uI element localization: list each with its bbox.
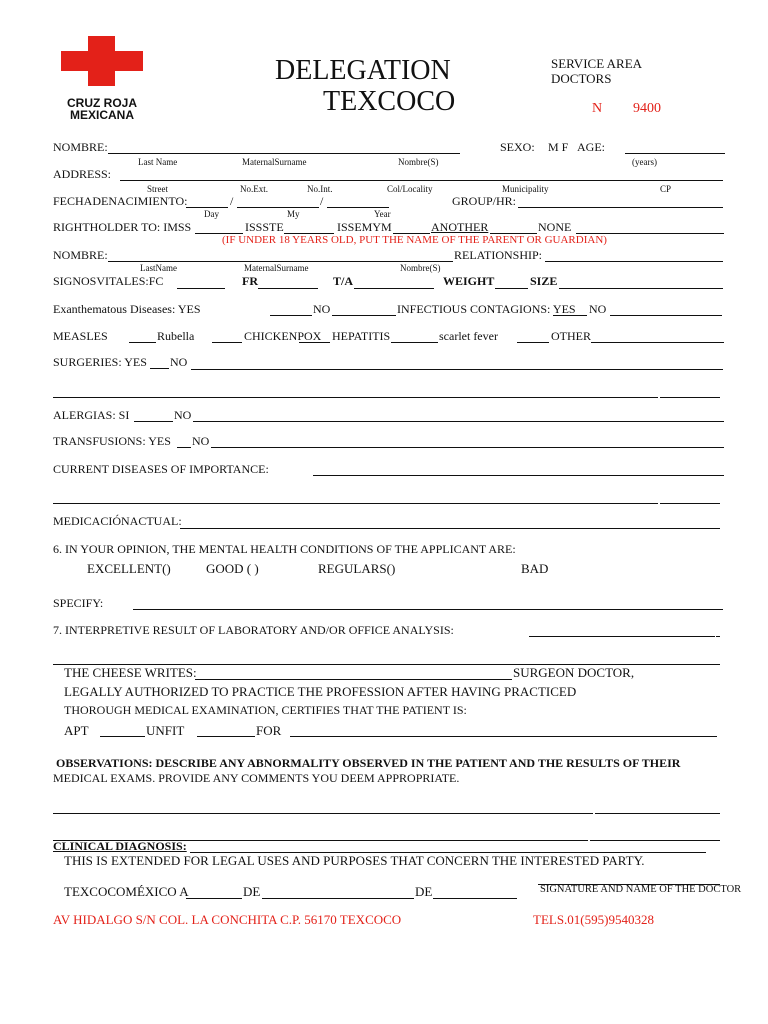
relationship-field[interactable]	[545, 261, 723, 262]
rubella-label: Rubella	[157, 329, 195, 343]
title-texcoco: TEXCOCO	[323, 86, 456, 117]
infectious-no-field[interactable]	[610, 315, 722, 316]
surgeries-no-label: NO	[170, 355, 188, 369]
lab-analysis-field[interactable]	[529, 636, 715, 637]
infectious-yes-field[interactable]	[553, 315, 587, 316]
slash-1: /	[230, 194, 234, 208]
fr-label: FR	[242, 274, 258, 288]
sexo-label: SEXO:	[500, 140, 535, 154]
birth-month-field[interactable]	[237, 207, 319, 208]
size-field[interactable]	[559, 288, 723, 289]
footer-address: AV HIDALGO S/N COL. LA CONCHITA C.P. 56170 TEXCOCO	[53, 912, 402, 927]
sub-maternal: MaternalSurname	[242, 157, 307, 167]
current-diseases-label: CURRENT DISEASES OF IMPORTANCE:	[53, 462, 269, 476]
measles-label: MEASLES	[53, 329, 108, 343]
date-month-field[interactable]	[262, 898, 414, 899]
mental-health-question: 6. IN YOUR OPINION, THE MENTAL HEALTH CONDITIONS OF THE APPLICANT ARE:	[53, 542, 516, 556]
chickenpox-label: CHICKENPOX	[244, 329, 322, 343]
sub-street: Street	[147, 184, 168, 194]
date-year-field[interactable]	[433, 898, 517, 899]
sub-year: Year	[374, 209, 391, 219]
sub-last-name-2: LastName	[140, 263, 177, 273]
apt-label: APT	[64, 723, 89, 738]
scarlet-fever-label: scarlet fever	[439, 329, 498, 343]
de-label-1: DE	[243, 884, 261, 899]
none-label: NONE	[538, 220, 572, 234]
legally-authorized-text: LEGALLY AUTHORIZED TO PRACTICE THE PROFESSION AFTER HAVING PRACTICED	[64, 684, 577, 699]
logo-text-line1: CRUZ ROJA	[66, 96, 137, 110]
current-diseases-extra-line[interactable]	[53, 503, 658, 504]
exanthematous-no-label: NO	[313, 302, 331, 316]
hepatitis-label: HEPATITIS	[332, 329, 391, 343]
observations-line-1-end[interactable]	[595, 813, 720, 814]
de-label-2: DE	[415, 884, 433, 899]
address-field[interactable]	[120, 180, 723, 181]
measles-field[interactable]	[129, 342, 156, 343]
surgeries-label: SURGERIES: YES	[53, 355, 147, 369]
guardian-nombre-field[interactable]	[108, 261, 453, 262]
chickenpox-field[interactable]	[299, 342, 330, 343]
other-label: OTHER	[551, 329, 591, 343]
guardian-note: (IF UNDER 18 YEARS OLD, PUT THE NAME OF THE PARENT OR GUARDIAN)	[222, 234, 607, 246]
excellent-option[interactable]: EXCELLENT()	[87, 561, 171, 576]
sub-noext: No.Ext.	[240, 184, 268, 194]
title-delegation: DELEGATION	[275, 55, 451, 86]
unfit-label: UNFIT	[146, 723, 185, 738]
weight-field[interactable]	[495, 288, 528, 289]
transfusions-no-label: NO	[192, 434, 210, 448]
another-label: ANOTHER	[431, 220, 489, 234]
ta-field[interactable]	[354, 288, 434, 289]
address-label: ADDRESS:	[53, 167, 112, 181]
observations-subtext: MEDICAL EXAMS. PROVIDE ANY COMMENTS YOU DEEM APPROPRIATE.	[53, 771, 460, 785]
signature-label: SIGNATURE AND NAME OF THE DOCTOR	[540, 884, 742, 895]
apt-field[interactable]	[100, 736, 145, 737]
hepatitis-field[interactable]	[391, 342, 438, 343]
sub-day: Day	[204, 209, 219, 219]
scarlet-fever-field[interactable]	[517, 342, 549, 343]
folio-number: 9400	[633, 101, 661, 116]
transfusions-yes-field[interactable]	[177, 447, 191, 448]
group-field[interactable]	[518, 207, 723, 208]
age-field[interactable]	[625, 153, 725, 154]
surgeries-extra-line[interactable]	[53, 397, 658, 398]
unfit-field[interactable]	[197, 736, 255, 737]
exanthematous-no-field[interactable]	[332, 315, 396, 316]
sub-nombres-2: Nombre(S)	[400, 263, 441, 273]
surgeries-yes-field[interactable]	[150, 368, 169, 369]
fc-field[interactable]	[177, 288, 225, 289]
cheese-writes-label: THE CHEESE WRITES:	[64, 665, 197, 680]
infectious-no-label: NO	[589, 302, 607, 316]
texcoco-mexico-label: TEXCOCOMÉXICO A	[64, 884, 189, 899]
exanthematous-yes-field[interactable]	[270, 315, 312, 316]
other-field[interactable]	[591, 342, 724, 343]
guardian-nombre-label: NOMBRE:	[53, 248, 108, 262]
relationship-label: RELATIONSHIP:	[454, 248, 543, 262]
size-label: SIZE	[530, 274, 558, 288]
doctor-name-field[interactable]	[195, 679, 512, 680]
infectious-label: INFECTIOUS CONTAGIONS: YES	[397, 302, 576, 316]
surgeon-doctor-label: SURGEON DOCTOR,	[513, 665, 635, 680]
nombre-label: NOMBRE:	[53, 140, 108, 154]
surgeries-no-field[interactable]	[191, 369, 723, 370]
surgeries-extra-line-end[interactable]	[660, 397, 720, 398]
vital-signs-label: SIGNOSVITALES:FC	[53, 274, 164, 288]
ta-label: T/A	[333, 274, 354, 288]
fr-field[interactable]	[258, 288, 318, 289]
birthdate-label: FECHADENACIMIENTO:	[53, 194, 188, 208]
rightholder-label: RIGHTHOLDER TO: IMSS	[53, 220, 192, 234]
observations-line-2-end[interactable]	[590, 840, 720, 841]
for-field[interactable]	[290, 736, 717, 737]
age-label: AGE:	[577, 140, 605, 154]
specify-field[interactable]	[133, 609, 723, 610]
issemym-label: ISSEMYM	[337, 220, 392, 234]
sub-noint: No.Int.	[307, 184, 333, 194]
group-label: GROUP/HR:	[452, 194, 517, 208]
sub-municipality: Municipality	[502, 184, 549, 194]
doctors-label: DOCTORS	[551, 71, 612, 86]
footer-phone: TELS.01(595)9540328	[533, 912, 654, 927]
clinical-diagnosis-label: CLINICAL DIAGNOSIS:	[53, 839, 187, 853]
good-option[interactable]: GOOD ( )	[206, 561, 259, 576]
rubella-field[interactable]	[212, 342, 242, 343]
current-medication-field[interactable]	[180, 528, 720, 529]
legal-uses-text: THIS IS EXTENDED FOR LEGAL USES AND PURPOSES THAT CONCERN THE INTERESTED PARTY.	[64, 853, 645, 868]
specify-label: SPECIFY:	[53, 596, 104, 610]
sub-last-name: Last Name	[138, 157, 178, 167]
birth-year-field[interactable]	[327, 207, 389, 208]
sex-options[interactable]: M F	[548, 140, 569, 154]
red-cross-logo	[59, 36, 145, 122]
red-cross-icon	[59, 36, 145, 86]
sub-col: Col/Locality	[387, 184, 433, 194]
issste-label: ISSSTE	[245, 220, 284, 234]
bad-option[interactable]: BAD	[521, 561, 549, 576]
service-area-label: SERVICE AREA	[551, 56, 643, 71]
transfusions-no-field[interactable]	[211, 447, 724, 448]
allergies-no-label: NO	[174, 408, 192, 422]
sub-month: My	[287, 209, 300, 219]
for-label: FOR	[256, 723, 282, 738]
exanthematous-label: Exanthematous Diseases: YES	[53, 302, 201, 316]
certifies-text: THOROUGH MEDICAL EXAMINATION, CERTIFIES THAT THE PATIENT IS:	[64, 703, 467, 717]
current-diseases-field[interactable]	[313, 475, 724, 476]
lab-analysis-question: 7. INTERPRETIVE RESULT OF LABORATORY AND/OR OFFICE ANALYSIS:	[53, 623, 454, 637]
nombre-field[interactable]	[108, 153, 460, 154]
allergies-label: ALERGIAS: SI	[53, 408, 130, 422]
slash-2: /	[320, 194, 324, 208]
current-diseases-extra-line-end[interactable]	[660, 503, 720, 504]
weight-label: WEIGHT	[443, 274, 495, 288]
sub-nombres: Nombre(S)	[398, 157, 439, 167]
observations-heading: OBSERVATIONS: DESCRIBE ANY ABNORMALITY OBSERVED IN THE PATIENT AND THE RESULTS OF THEIR	[56, 756, 681, 770]
sub-maternal-2: MaternalSurname	[244, 263, 309, 273]
birth-day-field[interactable]	[186, 207, 228, 208]
current-medication-label: MEDICACIÓNACTUAL:	[53, 514, 182, 528]
sub-cp: CP	[660, 184, 672, 194]
folio-label: N	[592, 101, 603, 116]
logo-text-line2: MEXICANA	[69, 108, 134, 122]
sub-years: (years)	[632, 157, 657, 167]
transfusions-label: TRANSFUSIONS: YES	[53, 434, 171, 448]
allergies-no-field[interactable]	[193, 421, 724, 422]
lab-analysis-field-end[interactable]	[716, 636, 720, 637]
date-day-field[interactable]	[186, 898, 242, 899]
allergies-yes-field[interactable]	[134, 421, 173, 422]
regular-option[interactable]: REGULARS()	[318, 561, 396, 576]
observations-line-1[interactable]	[53, 813, 593, 814]
